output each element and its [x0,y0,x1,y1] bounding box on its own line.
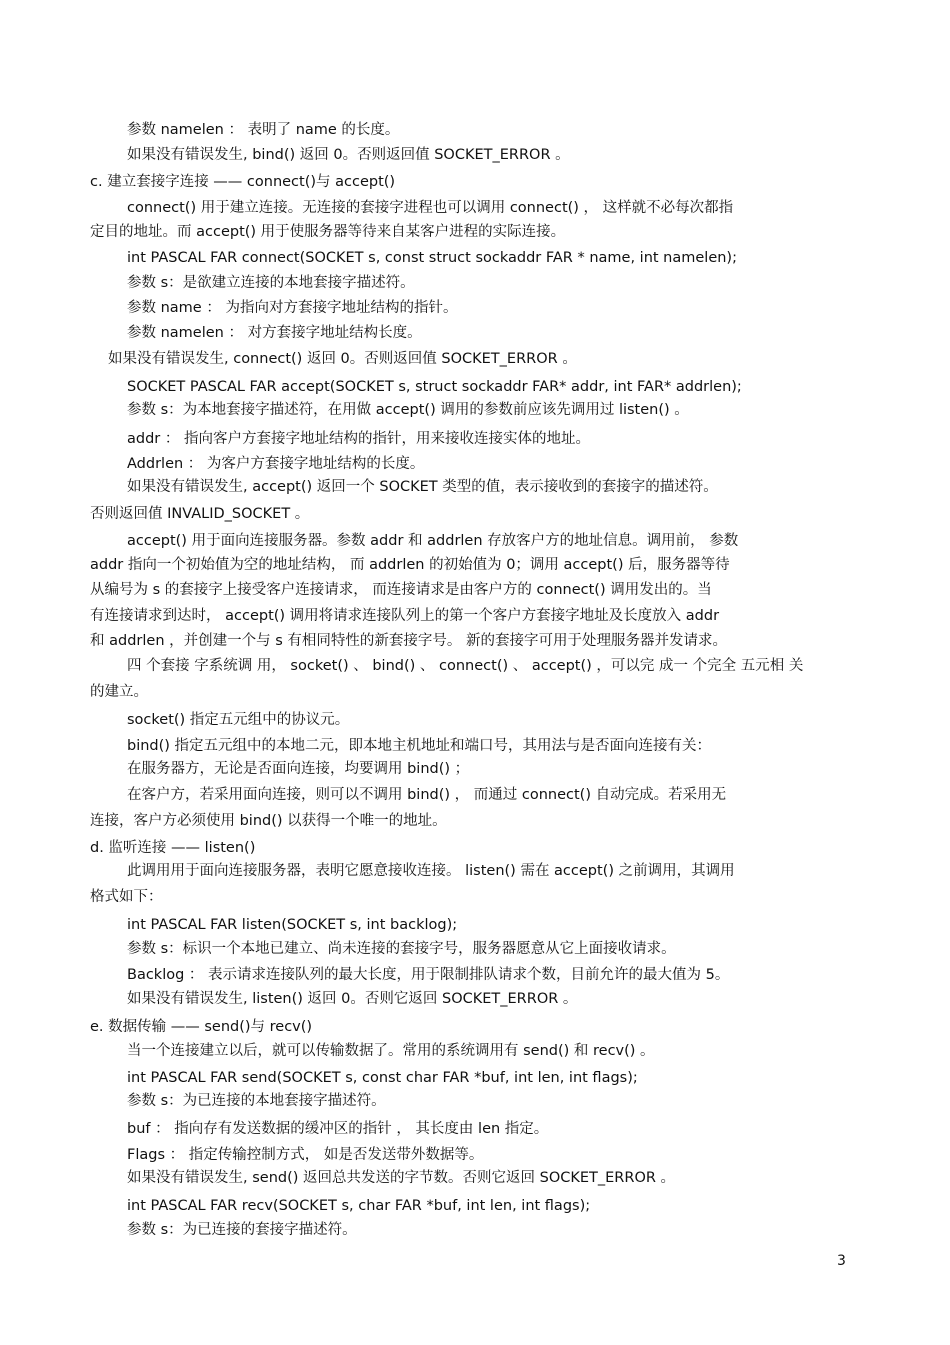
text-line: Addrlen ： 为客户方套接字地址结构的长度。 [127,456,425,472]
text-line: 如果没有错误发生, bind() 返回 0。否则返回值 SOCKET_ERROR 。 [127,147,570,163]
code-line: int PASCAL FAR send(SOCKET s, const char FAR *buf, int len, int flags); [127,1070,638,1086]
text-line: 如果没有错误发生, accept() 返回一个 SOCKET 类型的值，表示接收到的套接字的描述符。 [127,479,718,495]
code-line: int PASCAL FAR connect(SOCKET s, const struct sockaddr FAR * name, int namelen); [127,250,737,266]
text-line: 定目的地址。而 accept() 用于使服务器等待来自某客户进程的实际连接。 [90,224,566,240]
text-line: 有连接请求到达时， accept() 调用将请求连接队列上的第一个客户方套接字地址及长度放入 addr [90,608,720,624]
text-line: connect() 用于建立连接。无连接的套接字进程也可以调用 connect() ， 这样就不必每次都指 [127,200,734,216]
code-line: SOCKET PASCAL FAR accept(SOCKET s, struct sockaddr FAR* addr, int FAR* addrlen); [127,379,742,395]
text-line: socket() 指定五元组中的协议元。 [127,712,350,728]
text-line: addr 指向一个初始值为空的地址结构， 而 addrlen 的初始值为 0；调用 accept() 后，服务器等待 [90,557,730,573]
text-line: 格式如下： [90,889,163,905]
text-line: 否则返回值 INVALID_SOCKET 。 [90,506,310,522]
text-line: 参数 s：为已连接的套接字描述符。 [127,1222,357,1238]
section-heading: d. 监听连接 —— listen() [90,840,256,856]
text-line: 当一个连接建立以后，就可以传输数据了。常用的系统调用有 send() 和 recv() 。 [127,1043,655,1059]
text-line: 参数 s：是欲建立连接的本地套接字描述符。 [127,275,415,291]
text-line: 连接，客户方必须使用 bind() 以获得一个唯一的地址。 [90,813,447,829]
text-line: 参数 namelen ： 对方套接字地址结构长度。 [127,325,422,341]
text-line: 四 个套接 字系统调 用， socket() 、 bind() 、 connect() 、 accept() ，可以完 成一 个完全 五元相 关 [127,658,804,674]
text-line: 和 addrlen ，并创建一个与 s 有相同特性的新套接字号。 新的套接字可用于处理服务器并发请求。 [90,633,727,649]
text-line: 从编号为 s 的套接字上接受客户连接请求， 而连接请求是由客户方的 connect() 调用发出的。当 [90,582,712,598]
section-heading: e. 数据传输 —— send()与 recv() [90,1019,313,1035]
text-line: 如果没有错误发生, listen() 返回 0。否则它返回 SOCKET_ERROR 。 [127,991,578,1007]
text-line: 参数 s：标识一个本地已建立、尚未连接的套接字号，服务器愿意从它上面接收请求。 [127,941,676,957]
text-line: 参数 namelen ： 表明了 name 的长度。 [127,122,400,138]
text-line: 此调用用于面向连接服务器，表明它愿意接收连接。 listen() 需在 accept() 之前调用，其调用 [127,863,735,879]
page-number: 3 [837,1253,846,1269]
text-line: addr ： 指向客户方套接字地址结构的指针，用来接收连接实体的地址。 [127,431,590,447]
text-line: bind() 指定五元组中的本地二元，即本地主机地址和端口号，其用法与是否面向连接有关： [127,738,712,754]
section-heading: c. 建立套接字连接 —— connect()与 accept() [90,174,396,190]
text-line: Flags ： 指定传输控制方式， 如是否发送带外数据等。 [127,1147,484,1163]
text-line: 的建立。 [90,684,148,700]
code-line: int PASCAL FAR recv(SOCKET s, char FAR *buf, int len, int flags); [127,1198,591,1214]
text-line: 参数 name ： 为指向对方套接字地址结构的指针。 [127,300,458,316]
text-line: 如果没有错误发生, send() 返回总共发送的字节数。否则它返回 SOCKET_ERROR 。 [127,1170,676,1186]
text-line: Backlog ： 表示请求连接队列的最大长度，用于限制排队请求个数，目前允许的最大值为 5。 [127,967,730,983]
text-line: 参数 s：为本地套接字描述符，在用做 accept() 调用的参数前应该先调用过 listen() 。 [127,402,689,418]
text-line: 参数 s：为已连接的本地套接字描述符。 [127,1093,386,1109]
code-line: int PASCAL FAR listen(SOCKET s, int backlog); [127,917,458,933]
text-line: accept() 用于面向连接服务器。参数 addr 和 addrlen 存放客户方的地址信息。调用前， 参数 [127,533,739,549]
text-line: 在客户方，若采用面向连接，则可以不调用 bind() ， 而通过 connect() 自动完成。若采用无 [127,787,727,803]
text-line: 在服务器方，无论是否面向连接，均要调用 bind() ； [127,761,470,777]
text-line: buf ： 指向存有发送数据的缓冲区的指针 ， 其长度由 len 指定。 [127,1121,549,1137]
text-line: 如果没有错误发生, connect() 返回 0。否则返回值 SOCKET_ERROR 。 [108,351,577,367]
